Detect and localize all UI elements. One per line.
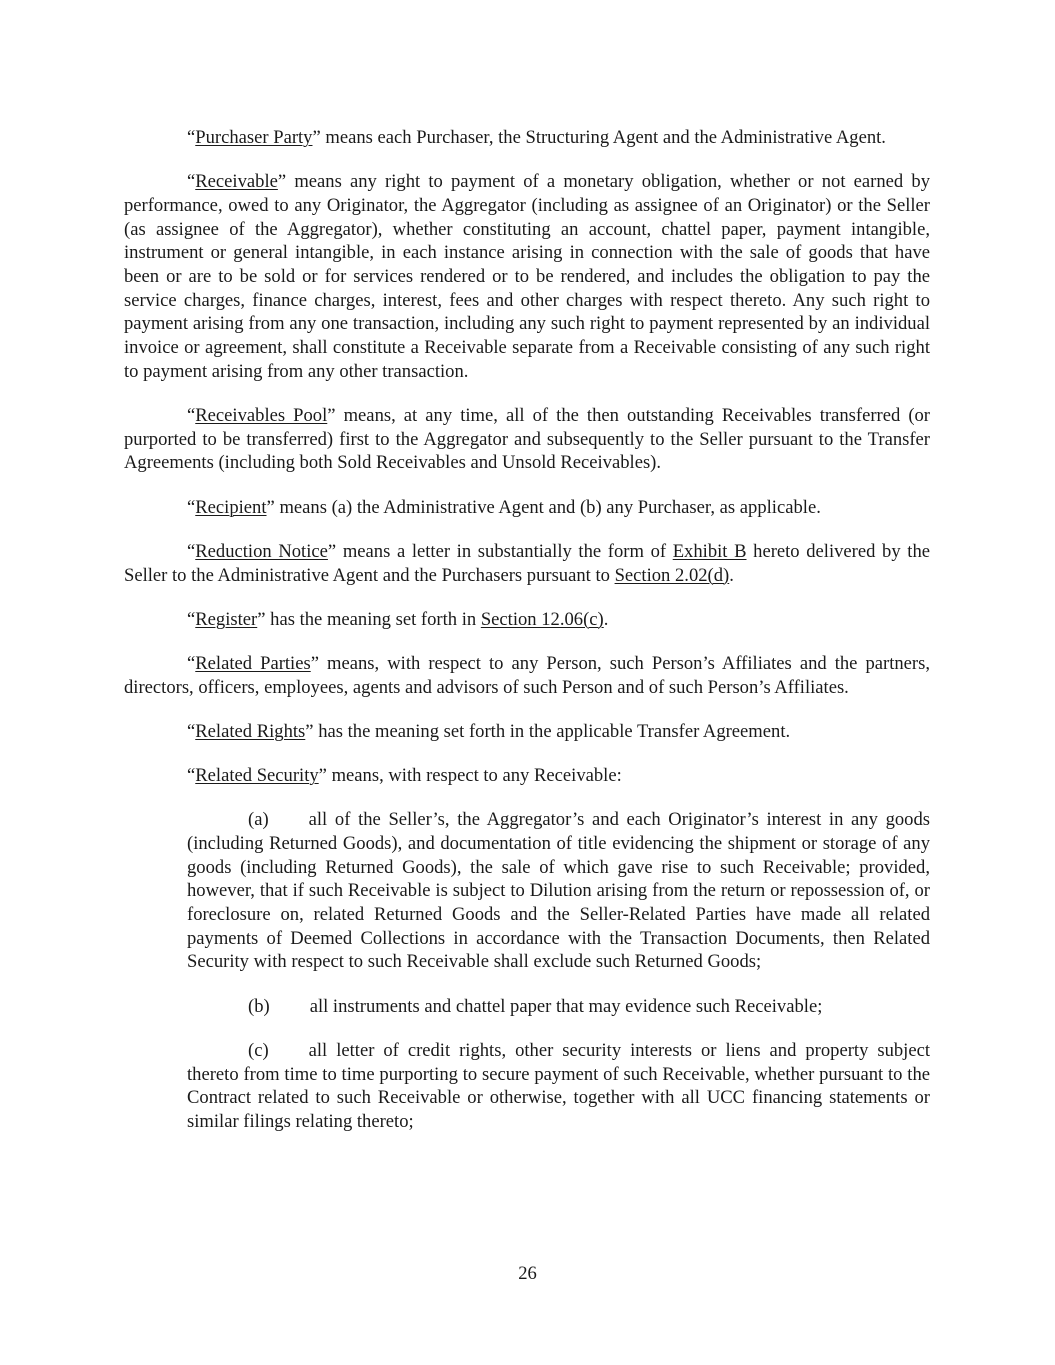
defined-term: Reduction Notice xyxy=(195,540,328,562)
defined-term: Receivables Pool xyxy=(195,405,328,427)
item-label: (c) xyxy=(248,1039,269,1061)
definition-register: “Register” has the meaning set forth in Section 12.06(c). xyxy=(187,608,609,630)
cross-reference: Section 2.02(d) xyxy=(614,564,730,586)
document-page xyxy=(124,126,930,1154)
item-text: all letter of credit rights, other security interests or liens and property subject thereto from time to time purporting to secure payment of such Receivable, whether pursuant to the Contract related to such Receivable or otherwise, together with all UCC financing statements or similar filings relating thereto; xyxy=(187,1039,930,1132)
definition-reduction-notice: “Reduction Notice” means a letter in substantially the form of Exhibit B hereto delivered by the Seller to the Administrative Agent and the Purchasers pursuant to Section 2.02(d). xyxy=(124,540,931,586)
defined-term: Related Security xyxy=(195,765,319,787)
definition-body: means, with respect to any Receivable: xyxy=(326,765,622,787)
definition-body: means a letter in substantially the form of xyxy=(336,540,673,562)
defined-term: Register xyxy=(195,608,258,630)
definition-purchaser-party: “Purchaser Party” means each Purchaser, the Structuring Agent and the Administrative Agent. xyxy=(187,127,886,148)
item-text: all of the Seller’s, the Aggregator’s and each Originator’s interest in any goods (including Returned Goods), and documentation of title evidencing the shipment or storage of any goods (including Returned Goods), the sale of which gave rise to such Receivable; provided, however, that if such Receivable is subject to Dilution arising from the return or repossession of, or foreclosure on, related Returned Goods and the Seller-Related Parties have made all related payments of Deemed Collections in accordance with the Transaction Documents, then Related Security with respect to such Receivable shall exclude such Returned Goods; xyxy=(187,809,930,973)
item-label: (a) xyxy=(248,809,269,831)
item-text: all instruments and chattel paper that may evidence such Receivable; xyxy=(309,995,823,1017)
definition-related-parties: “Related Parties” means, with respect to any Person, such Person’s Affiliates and the partners, directors, officers, employees, agents and advisors of such Person and of such Person’s Affiliates. xyxy=(124,652,931,698)
definition-receivable: “Receivable” means any right to payment of a monetary obligation, whether or not earned by performance, owed to any Originator, the Aggregator (including as assignee of an Originator) or the Seller (as assignee of the Aggregator), whether constituting an account, chattel paper, payment intangible, instrument or general intangible, in each instance arising in connection with the sale of goods that have been or are to be sold or for services rendered or to be rendered, and includes the obligation to pay the service charges, finance charges, interest, fees and other charges with respect thereto. Any such right to payment arising from any one transaction, including any such right to payment represented by an individual invoice or agreement, shall constitute a Receivable separate from a Receivable consisting of any such right to payment arising from any other transaction. xyxy=(124,171,930,382)
defined-term: Related Parties xyxy=(195,652,311,674)
definition-receivables-pool: “Receivables Pool” means, at any time, all of the then outstanding Receivables transferred (or purported to be transferred) first to the Aggregator and subsequently to the Seller pursuant to the Transfer Agreements (including both Sold Receivables and Unsold Receivables). xyxy=(124,405,930,474)
item-label: (b) xyxy=(248,995,270,1017)
definition-body: . xyxy=(729,564,734,586)
definition-related-rights: “Related Rights” has the meaning set forth in the applicable Transfer Agreement. xyxy=(187,720,791,742)
definition-body: means each Purchaser, the Structuring Agent and the Administrative Agent. xyxy=(320,127,886,148)
cross-reference: Exhibit B xyxy=(672,540,747,562)
definition-body: hereto delivered by the Seller to the Administrative Agent and the Purchasers pursuant to xyxy=(124,540,931,586)
cross-reference: Section 12.06(c) xyxy=(480,608,604,630)
definition-body: has the meaning set forth in the applicable Transfer Agreement. xyxy=(313,720,791,742)
definition-body: has the meaning set forth in xyxy=(265,608,481,630)
definition-body: means (a) the Administrative Agent and (b) any Purchaser, as applicable. xyxy=(274,496,821,518)
defined-term: Purchaser Party xyxy=(195,127,313,148)
related-security-item-a xyxy=(187,808,930,974)
definition-body: means, at any time, all of the then outstanding Receivables transferred (or purported to be transferred) first to the Aggregator and subsequently to the Seller pursuant to the Transfer Agreements (including both Sold Receivables and Unsold Receivables). xyxy=(124,405,930,474)
definition-body: means, with respect to any Person, such Person’s Affiliates and the partners, directors, officers, employees, agents and advisors of such Person and of such Person’s Affiliates. xyxy=(124,652,931,698)
related-security-item-b xyxy=(187,995,930,1019)
page-number: 26 xyxy=(518,1263,537,1284)
defined-term: Receivable xyxy=(195,171,278,193)
related-security-item-c xyxy=(187,1039,930,1134)
definition-body: . xyxy=(603,608,609,630)
defined-term: Recipient xyxy=(195,496,267,518)
definition-recipient: “Recipient” means (a) the Administrative Agent and (b) any Purchaser, as applicable. xyxy=(187,496,821,518)
definition-body: means any right to payment of a monetary obligation, whether or not earned by performance, owed to any Originator, the Aggregator (including as assignee of an Originator) or the Seller (as assignee of the Aggregator), whether constituting an account, chattel paper, payment intangible, instrument or general intangible, in each instance arising in connection with the sale of goods that have been or are to be sold or for services rendered or to be rendered, and includes the obligation to pay the service charges, finance charges, interest, fees and other charges with respect thereto. Any such right to payment arising from any one transaction, including any such right to payment represented by an individual invoice or agreement, shall constitute a Receivable separate from a Receivable consisting of any such right to payment arising from any other transaction. xyxy=(124,171,930,382)
defined-term: Related Rights xyxy=(195,720,306,742)
definition-related-security: “Related Security” means, with respect to any Receivable: xyxy=(187,765,622,787)
